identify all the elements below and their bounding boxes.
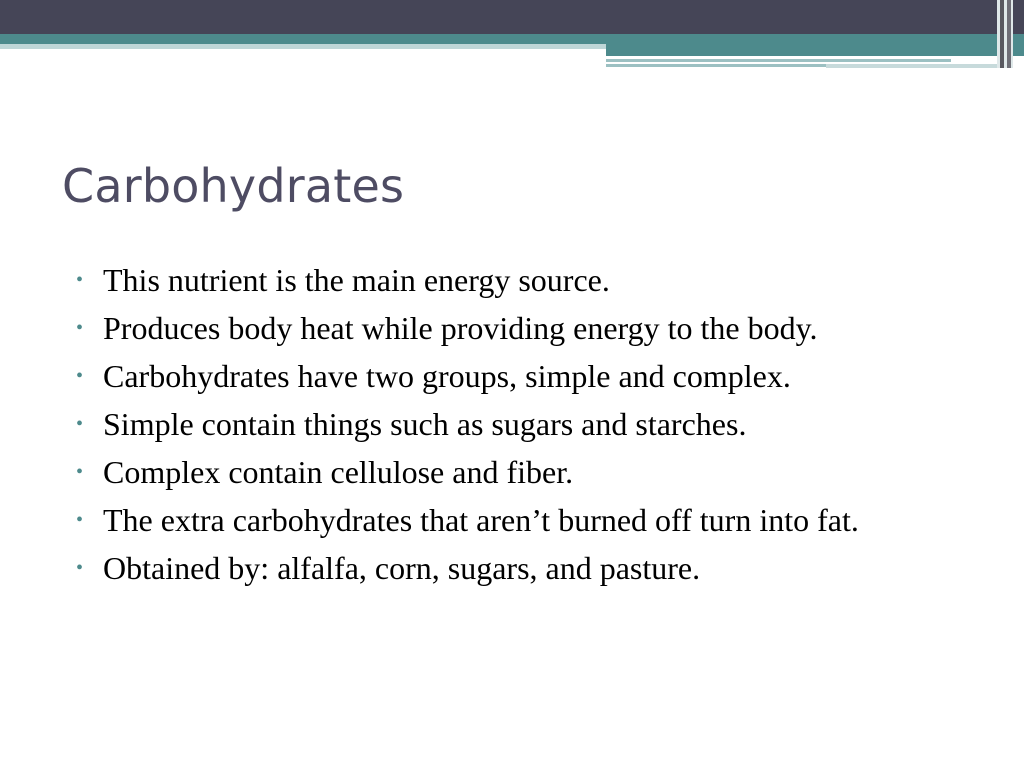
bullet-text: Carbohydrates have two groups, simple and complex. (103, 358, 791, 394)
bullet-icon: • (76, 269, 84, 291)
bullet-list (76, 258, 956, 594)
bullet-icon: • (76, 317, 84, 339)
bullet-item (76, 258, 956, 303)
bullet-item (76, 498, 956, 543)
header-accent-line (826, 64, 998, 68)
bullet-icon: • (76, 557, 84, 579)
bullet-text: Simple contain things such as sugars and starches. (103, 406, 747, 442)
header-teal-band (0, 34, 1024, 44)
header-vertical-stripe (1011, 0, 1013, 68)
header-teal-right-band (606, 44, 1024, 56)
bullet-icon: • (76, 413, 84, 435)
header-accent-line (606, 59, 951, 62)
bullet-item (76, 450, 956, 495)
bullet-text: The extra carbohydrates that aren’t burned off turn into fat. (103, 502, 859, 538)
bullet-text: This nutrient is the main energy source. (103, 262, 610, 298)
bullet-item (76, 354, 956, 399)
header-accent-line (606, 64, 826, 67)
bullet-text: Complex contain cellulose and fiber. (103, 454, 574, 490)
bullet-text: Produces body heat while providing energy to the body. (103, 310, 818, 346)
slide-title: Carbohydrates (62, 159, 405, 213)
bullet-icon: • (76, 461, 84, 483)
bullet-text: Obtained by: alfalfa, corn, sugars, and pasture. (103, 550, 701, 586)
header-dark-band (0, 0, 1024, 34)
header-teal-light-band (0, 44, 606, 49)
bullet-icon: • (76, 509, 84, 531)
bullet-item (76, 546, 956, 591)
bullet-icon: • (76, 365, 84, 387)
bullet-item (76, 402, 956, 447)
bullet-item (76, 306, 956, 351)
